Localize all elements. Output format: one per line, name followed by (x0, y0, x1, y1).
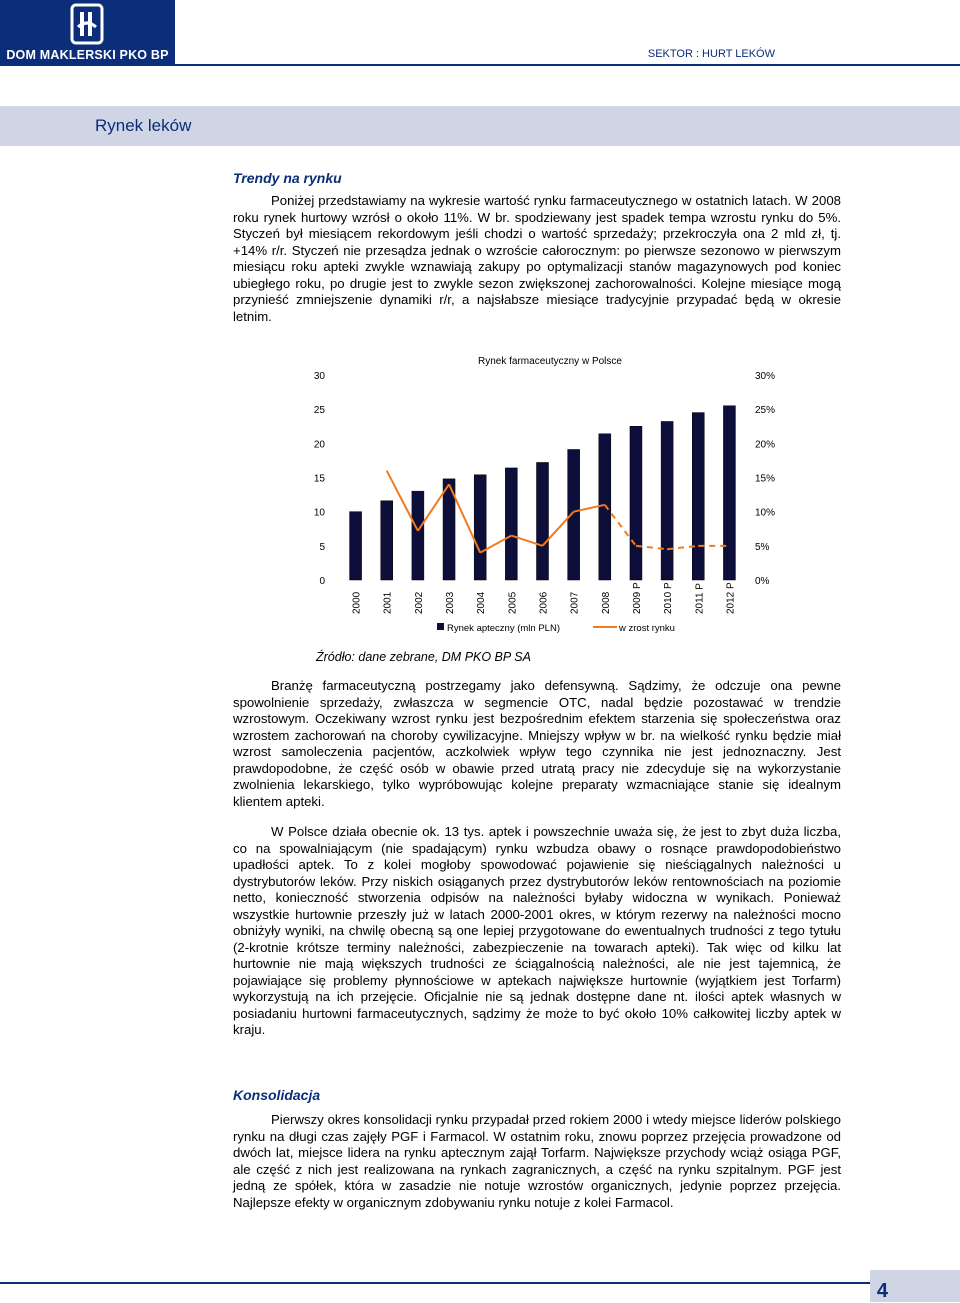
right-axis-tick: 15% (755, 474, 775, 485)
sector-label: SEKTOR : HURT LEKÓW (648, 48, 775, 60)
bar (412, 491, 424, 580)
chart-source: Źródło: dane zebrane, DM PKO BP SA (316, 650, 531, 664)
chart-title: Rynek farmaceutyczny w Polsce (478, 356, 622, 367)
left-axis-tick: 0 (319, 576, 325, 587)
bar (692, 413, 704, 580)
right-axis-tick: 10% (755, 508, 775, 519)
x-axis-label: 2006 (539, 591, 550, 614)
bar (505, 468, 517, 580)
legend-label-bar: Rynek apteczny (mln PLN) (447, 623, 560, 634)
right-axis-tick: 5% (755, 542, 770, 553)
section-heading-konsolidacja: Konsolidacja (233, 1087, 320, 1103)
right-axis-tick: 20% (755, 439, 775, 450)
x-axis-label: 2002 (414, 591, 425, 614)
body-paragraph-1: Branżę farmaceutyczną postrzegamy jako defensywną. Sądzimy, że odczuje ona pewne spowolnienie sprzedaży, zwłaszcza w segmencie OTC, nadal będzie pozostawać w trendzie wzrostowym. Oczekiwany wzrost rynku jest bezpośrednim efektem starzenia się społeczeństwa oraz wzrostem zachorowań na choroby cywilizacyjne. Mniejszy wpływ w br. na wielkość rynku będzie miał wzrost samoleczenia pacjentów, aczkolwiek wpływ tego czynnika nie jest jednoznaczny. Jest prawdopodobne, że część osób w obawie przed utratą pracy nie zdecyduje się na wykorzystanie zwolnienia lekarskiego, tylko wypróbowując kolejne preparaty wzmacniające stanie się idealnym klientem apteki. (233, 678, 841, 810)
legend-swatch-bar (437, 623, 444, 630)
left-axis-tick: 5 (319, 542, 325, 553)
x-axis-label: 2012 P (725, 582, 736, 614)
pko-logo-icon (70, 3, 104, 45)
bar (537, 462, 549, 580)
x-axis-label: 2009 P (632, 582, 643, 614)
x-axis-label: 2001 (383, 591, 394, 614)
left-axis-tick: 10 (314, 508, 326, 519)
bar (661, 421, 673, 580)
konsolidacja-paragraph: Pierwszy okres konsolidacji rynku przypadał przed rokiem 2000 i wtedy miejsce liderów polskiego rynku na długi czas zajęły PGF i Farmacol. W ostatnim roku, znowu poprzez przejęcia prowadzone od dwóch lat, miejsce lidera na rynku aptecznym zajął Torfarm. Największe przychody wciąż osiąga PGF, ale część z nich jest realizowana na rynkach zagranicznych, a część na rynku szpitalnym. PGF jest jedną ze spółek, która w zasadzie nie notuje wzrostów organicznych, jedynie poprzez przejęcia. Najlepsze efekty w organicznym zdobywaniu rynku notuje z kolei Farmacol. (233, 1112, 841, 1211)
x-axis-label: 2005 (507, 591, 518, 614)
right-axis-tick: 0% (755, 576, 770, 587)
bar (599, 434, 611, 580)
legend-label-line: w zrost rynku (618, 623, 675, 634)
x-axis-label: 2003 (445, 591, 456, 614)
page-title: Rynek leków (95, 116, 191, 136)
brand-name: DOM MAKLERSKI PKO BP (0, 48, 175, 62)
header-divider (0, 64, 960, 66)
bar (630, 426, 642, 580)
brand-logo-box (0, 0, 175, 66)
trendy-paragraph: Poniżej przedstawiamy na wykresie wartość rynku farmaceutycznego w ostatnich latach. W 2008 roku rynek hurtowy wzrósł o około 11%. W br. spodziewany jest spadek tempa wzrostu rynku do 5%. Styczeń był miesiącem rekordowym jeśli chodzi o wartość sprzedaży; przekroczyła ona 2 mld zł, tj. +14% r/r. Styczeń nie przesądza jednak o wzroście całorocznym: po pierwsze sezonowo w pierwszym miesiącu roku apteki zwykle wznawiają zakupy po optymalizacji stanów magazynowych pod koniec ubiegłego roku, po drugie jest to zwykle sezon zwiększonej zachorowalności. Kolejne miesiące mogą przynieść zmniejszenie dynamiki r/r, a najsłabsze miesiące tradycyjnie przypadać będą w okresie letnim. (233, 193, 841, 325)
bar (474, 475, 486, 580)
x-axis-label: 2010 P (663, 582, 674, 614)
right-axis-tick: 25% (755, 405, 775, 416)
left-axis-tick: 30 (314, 371, 326, 382)
right-axis-tick: 30% (755, 371, 775, 382)
bar (381, 501, 393, 580)
bar (723, 406, 735, 580)
header-strip (175, 0, 960, 64)
body-paragraph-2: W Polsce działa obecnie ok. 13 tys. aptek i powszechnie uważa się, że jest to zbyt duża liczba, co na spowalniającym (nie spadającym) rynku wzbudza obawy o rosnące prawdopodobieństwo upadłości aptek. To z kolei mogłoby spowodować pojawienie się nieściągalnych należności u dystrybutorów leków. Przy niskich osiąganych przez dystrybutorów leków rentownościach na poziomie netto, konieczność stworzenia odpisów na należności byłaby widoczna w wynikach. Ponieważ wszystkie hurtownie przeszły już w latach 2000-2001 okres, w którym rezerwy na należności mocno obniżyły wyniki, na chwilę obecną są one lepiej przygotowane do ewentualnych trudności z tego tytułu (2-krotnie krótsze terminy należności, zabezpieczenie na towarach apteki). Tak więc od kilku lat hurtownie nie mają większych trudności ze ściągalnością należności, ale nie jest tajemnicą, że pojawiające się problemy płynnościowe w aptekach największe hurtownie (wyjątkiem jest Torfarm) wykorzystują na ich przejęcie. Oficjalnie nie są jednak dostępne dane nt. ilości aptek własnych w posiadaniu hurtowni farmaceutycznych, sądzimy że może to być około 10% całkowitej liczby aptek w kraju. (233, 824, 841, 1039)
left-axis-tick: 15 (314, 474, 326, 485)
x-axis-label: 2004 (476, 591, 487, 614)
x-axis-label: 2000 (352, 591, 363, 614)
left-axis-tick: 20 (314, 439, 326, 450)
section-heading-trendy: Trendy na rynku (233, 170, 342, 186)
x-axis-label: 2011 P (694, 583, 705, 614)
left-axis-tick: 25 (314, 405, 326, 416)
title-band (0, 106, 960, 146)
page-number: 4 (877, 1280, 888, 1303)
market-chart (305, 350, 785, 640)
bar (350, 512, 362, 580)
x-axis-label: 2007 (570, 591, 581, 614)
bar (568, 449, 580, 580)
x-axis-label: 2008 (601, 591, 612, 614)
footer-divider (0, 1282, 870, 1284)
